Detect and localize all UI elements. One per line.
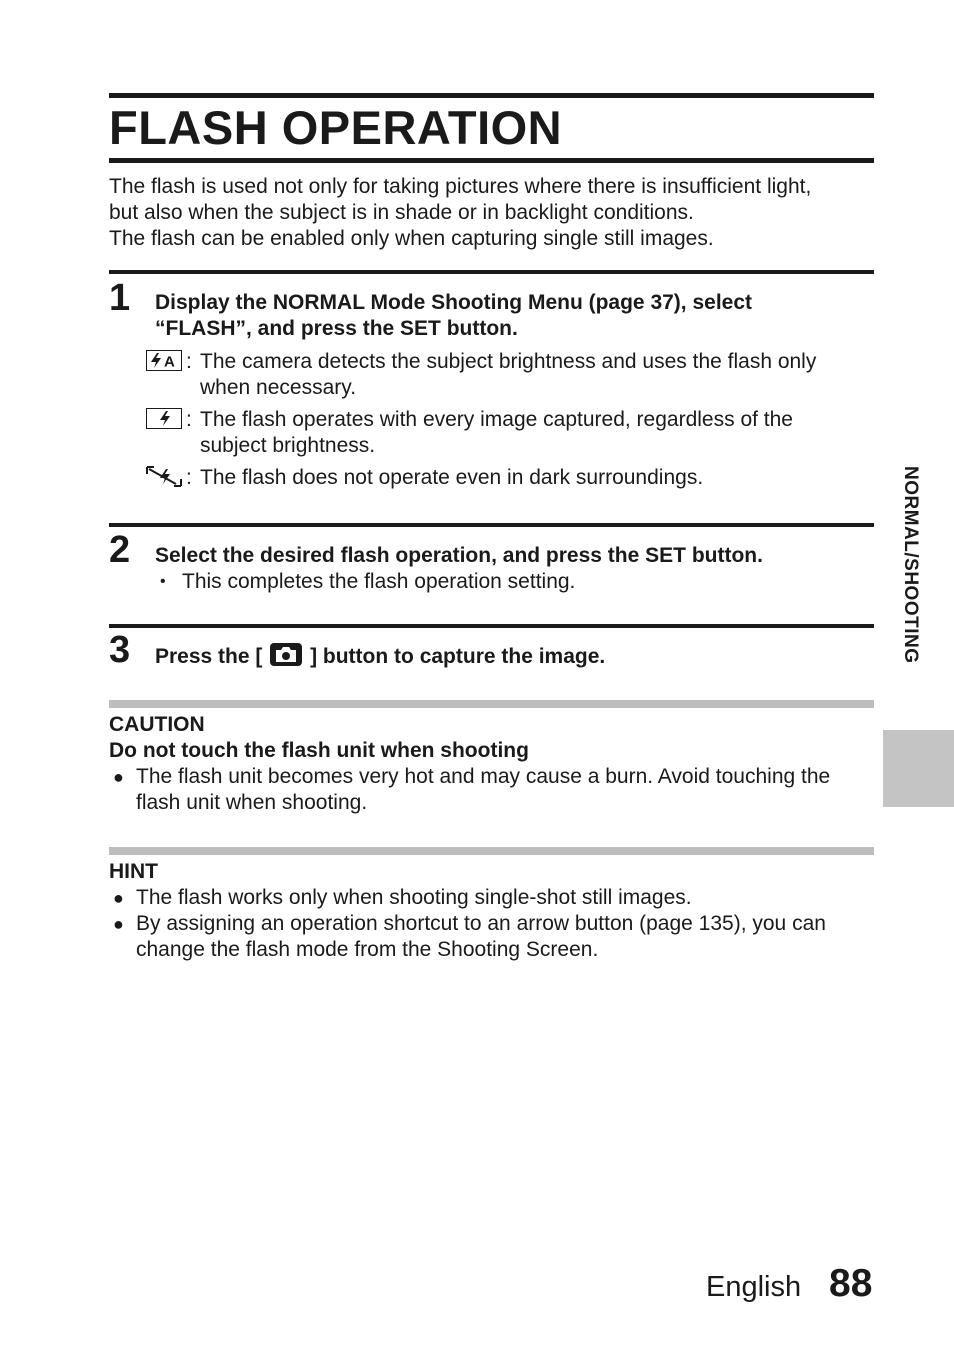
step-2-note: This completes the flash operation setting. xyxy=(182,570,576,593)
step-2-number: 2 xyxy=(109,529,131,571)
hint-item-line: By assigning an operation shortcut to an arrow button (page 135), you can xyxy=(136,912,826,935)
caution-rule xyxy=(109,700,874,708)
hint-bullet: ● xyxy=(113,914,124,934)
svg-text:A: A xyxy=(164,353,175,369)
step-1-heading-line: “FLASH”, and press the SET button. xyxy=(155,317,518,340)
flash-off-icon xyxy=(146,466,182,487)
step-3-heading-after: ] button to capture the image. xyxy=(310,645,606,668)
caution-item-line: flash unit when shooting. xyxy=(136,791,368,814)
hint-item xyxy=(136,885,881,911)
flash-on-icon xyxy=(146,408,182,429)
step-3-rule xyxy=(109,624,874,628)
hint-label: HINT xyxy=(109,860,158,883)
title-bottom-rule xyxy=(109,158,874,163)
flash-auto-icon xyxy=(146,350,182,371)
option-flash-on-text xyxy=(200,407,880,459)
option-line: The flash operates with every image captured, regardless of the xyxy=(200,408,793,431)
caution-item-line: The flash unit becomes very hot and may cause a burn. Avoid touching the xyxy=(136,765,831,788)
caution-bullet: ● xyxy=(113,767,124,787)
hint-rule xyxy=(109,847,874,855)
flash-off-glyph xyxy=(146,466,182,487)
flash-auto-glyph xyxy=(148,352,180,369)
camera-icon xyxy=(270,643,302,666)
intro-line: The flash can be enabled only when capturing single still images. xyxy=(109,227,714,250)
option-line: subject brightness. xyxy=(200,434,376,457)
step-2-rule xyxy=(109,523,874,527)
hint-bullet: ● xyxy=(113,888,124,908)
footer-language: English xyxy=(706,1271,802,1303)
hint-item-line: The flash works only when shooting single-shot still images. xyxy=(136,886,692,909)
hint-item-line: change the flash mode from the Shooting Screen. xyxy=(136,938,599,961)
caution-label: CAUTION xyxy=(109,713,205,736)
page-title: FLASH OPERATION xyxy=(109,101,563,154)
step-1-heading xyxy=(155,290,875,342)
step-2-heading: Select the desired flash operation, and press the SET button. xyxy=(155,544,763,567)
caution-item xyxy=(136,764,881,816)
step-3-number: 3 xyxy=(109,629,131,671)
step-2-bullet: • xyxy=(160,573,166,590)
intro-line: but also when the subject is in shade or in backlight conditions. xyxy=(109,201,694,224)
camera-glyph xyxy=(275,646,297,663)
intro-line: The flash is used not only for taking pictures where there is insufficient light, xyxy=(109,175,812,198)
step-1-heading-line: Display the NORMAL Mode Shooting Menu (page 37), select xyxy=(155,291,753,314)
option-colon: : xyxy=(186,350,192,373)
option-flash-off-text xyxy=(200,465,880,491)
section-tab xyxy=(883,730,954,807)
caution-subheading: Do not touch the flash unit when shooting xyxy=(109,739,529,762)
flash-on-glyph xyxy=(157,410,171,427)
step-1-rule xyxy=(109,270,874,274)
step-1-number: 1 xyxy=(109,277,131,319)
section-label: NORMAL/SHOOTING xyxy=(900,466,921,664)
option-flash-auto-text xyxy=(200,349,880,401)
intro-paragraph xyxy=(109,174,879,252)
page-number: 88 xyxy=(829,1262,873,1305)
option-colon: : xyxy=(186,408,192,431)
option-colon: : xyxy=(186,466,192,489)
hint-item xyxy=(136,911,881,963)
step-3-heading xyxy=(155,643,605,670)
option-line: The flash does not operate even in dark surroundings. xyxy=(200,466,704,489)
option-line: The camera detects the subject brightness and uses the flash only xyxy=(200,350,817,373)
title-top-rule xyxy=(109,93,874,98)
option-line: when necessary. xyxy=(200,376,357,399)
step-3-heading-before: Press the [ xyxy=(155,645,263,668)
